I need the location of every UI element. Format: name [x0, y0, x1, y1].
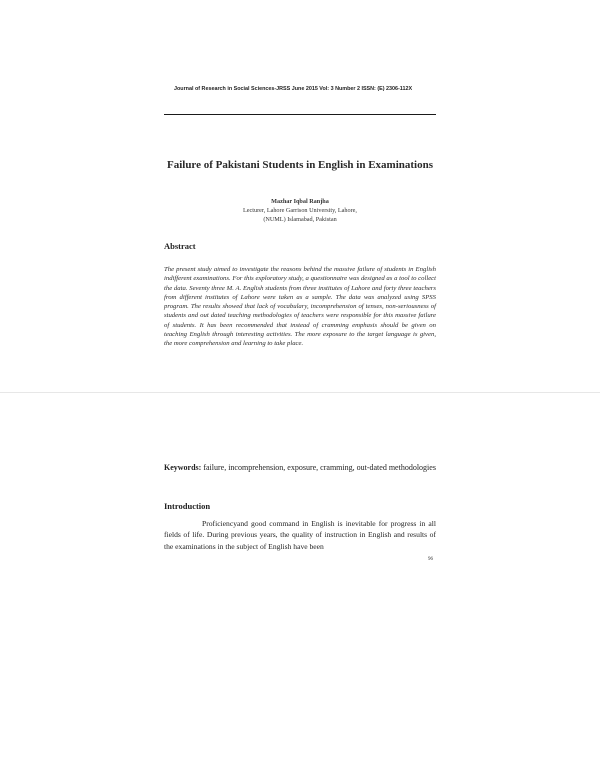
- keywords-label: Keywords:: [164, 463, 202, 472]
- author-name: Mazhar Iqbal Ranjha: [271, 198, 329, 205]
- author-location: (NUML) Islamabad, Pakistan: [263, 216, 337, 223]
- author-block: [200, 197, 400, 224]
- page-number: 96: [428, 557, 433, 562]
- abstract-text: The present study aimed to investigate the reasons behind the massive failure of students in English indifferent examinations. For this exploratory study, a questionnaire was designed as a tool to collect the data. Seventy three M. A. English students from three institutes of Lahore and forty three teachers from different institutes of Lahore were taken as a sample. The data was analyzed using SPSS program. The results showed that lack of vocabulary, incomprehension of tenses, non-seriousness of students and out dated teaching methodologies of teachers were responsible for this massive failure of students. It has been recommended that instead of cramming emphasis should be given on teaching English through interesting activities. The more exposure to the target language is given, the more comprehension and learning to take place.: [164, 266, 436, 348]
- keywords: [164, 460, 436, 476]
- introduction-body: [164, 518, 436, 552]
- article-title: Failure of Pakistani Students in English in Examinations: [166, 159, 433, 171]
- abstract-heading: Abstract: [164, 241, 196, 251]
- page-separator: [0, 392, 600, 393]
- introduction-heading: Introduction: [164, 501, 211, 511]
- journal-header: Journal of Research in Social Sciences-JRSS June 2015 Vol: 3 Number 2 ISSN: (E) 2306-112X: [174, 86, 413, 92]
- header-rule: [164, 114, 436, 115]
- author-position: Lecturer, Lahore Garrison University, Lahore,: [243, 207, 357, 214]
- introduction-paragraph: Proficiencyand good command in English is inevitable for progress in all fields of life. During previous years, the quality of instruction in English and results of the examinations in the subject of English have been: [164, 519, 436, 551]
- keywords-text: failure, incomprehension, exposure, cramming, out-dated methodologies: [203, 463, 436, 472]
